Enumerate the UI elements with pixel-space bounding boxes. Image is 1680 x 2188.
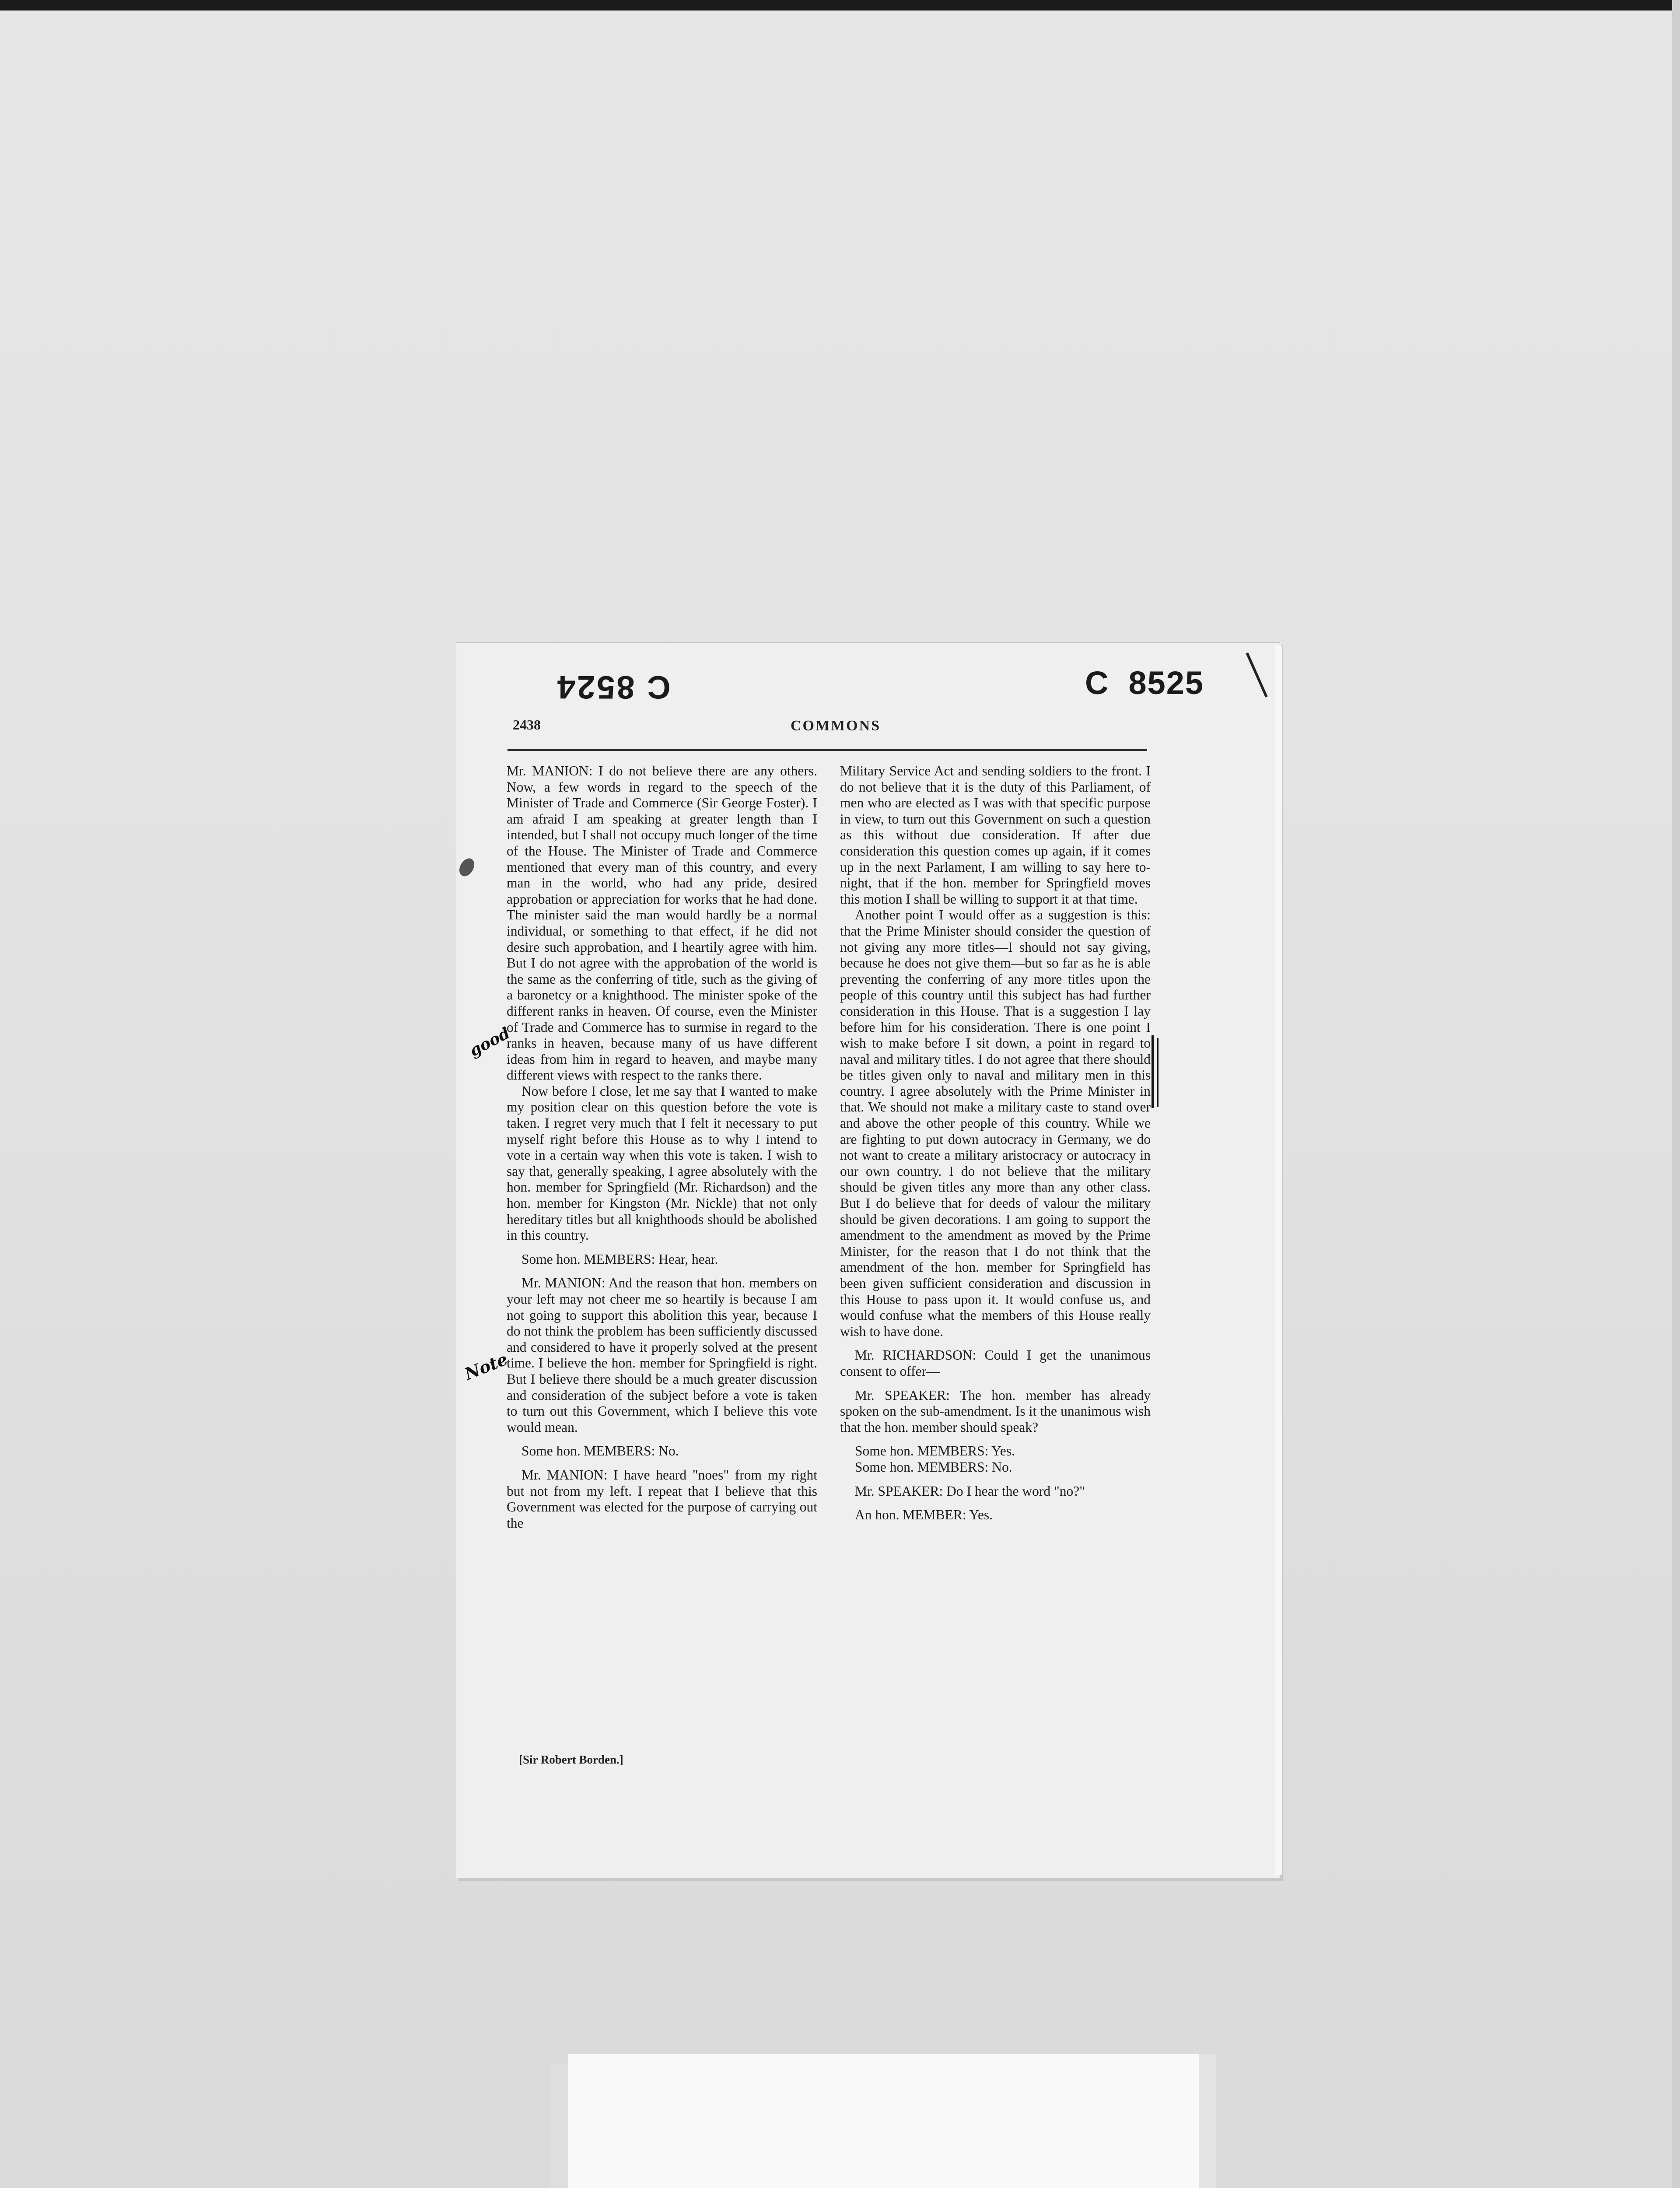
paragraph: Mr. SPEAKER: The hon. member has already spoken on the sub-amendment. Is it the unanimous wish that the hon. member should speak?	[840, 1387, 1151, 1435]
handwritten-margin-note: good	[466, 1024, 513, 1060]
page-number: 2438	[513, 717, 541, 733]
handwritten-margin-note: Note	[462, 1349, 511, 1384]
stamp-page-number: 8525	[1128, 665, 1204, 701]
stamp-series: C	[1085, 665, 1110, 701]
stamp-number-inverted: C 8524	[556, 669, 671, 705]
paragraph: Now before I close, let me say that I wanted to make my position clear on this question before the vote is taken. I regret very much that I felt it necessary to put myself right before this House as to why I intend to vote in a certain way when this vote is taken. I wish to say that, generally speaking, I agree absolutely with the hon. member for Springfield (Mr. Richardson) and the hon. member for Kingston (Mr. Nickle) that not only hereditary titles but all knighthoods should be abolished in this country.	[507, 1083, 817, 1243]
paragraph: Some hon. MEMBERS: Yes.	[855, 1443, 1015, 1459]
header-rule	[508, 749, 1147, 751]
paragraph: Another point I would offer as a suggestion is this: that the Prime Minister should consider the question of not giving any more titles—I should not say giving, because he does not give them—but so far as he is able preventing the conferring of any more titles upon the people of this country until this subject has had further consideration in this House. That is a suggestion I lay before him for his consideration. There is one point I wish to make before I sit down, a point in regard to naval and military titles. I do not agree that there should be titles given only to naval and military men in this country. I agree absolutely with the Prime Minister in that. We should not make a military caste to stand over and above the other people of this country. While we are fighting to put down autocracy in Germany, we do not want to create a military aristocracy or autocracy in our own country. I do not believe that the military should be given titles any more than any other class. But I do believe that for deeds of valour the military should be given decorations. I am going to support the amendment to the amendment as moved by the Prime Minister, for the reason that I do not think that the amendment of the hon. member for Springfield has been given sufficient consideration and discussion in this House to pass upon it. It would confuse us, and would confuse what the members of this House really wish to have done.	[840, 907, 1151, 1339]
paragraph: Mr. RICHARDSON: Could I get the unanimous consent to offer—	[840, 1347, 1151, 1379]
paragraph: Some hon. MEMBERS: No.	[855, 1459, 1012, 1475]
film-frame-top	[0, 0, 1680, 11]
paragraph: Mr. MANION: I do not believe there are any others. Now, a few words in regard to the speech of the Minister of Trade and Commerce (Sir George Foster). I am afraid I am speaking at greater length than I intended, but I shall not occupy much longer of the time of the House. The Minister of Trade and Commerce mentioned that every man of this country, and every man in the world, who had any pride, desired approbation or appreciation for works that he had done. The minister said the man would hardly be a normal individual, or something to that effect, if he did not desire such approbation, and I heartily agree with him. But I do not agree with the approbation of the world is the same as the conferring of title, such as the giving of a baronetcy or a knighthood. The minister spoke of the different ranks in heaven. Of course, even the Minister of Trade and Commerce has to surmise in regard to the ranks in heaven, because many of us have different ideas from him in regard to heaven, and maybe many different views with respect to the ranks there.	[507, 763, 817, 1083]
speaker-footnote: [Sir Robert Borden.]	[519, 1753, 623, 1766]
paragraph: Mr. SPEAKER: Do I hear the word "no?"	[855, 1483, 1085, 1499]
page-edge	[1275, 645, 1282, 1875]
paragraph: Mr. MANION: I have heard "noes" from my right but not from my left. I repeat that I believe that this Government was elected for the purpose of carrying out the	[507, 1467, 817, 1531]
stamp-number	[1085, 664, 1204, 701]
paragraph: Some hon. MEMBERS: No.	[522, 1443, 679, 1459]
margin-marker-line	[1157, 1038, 1158, 1107]
margin-marker-line	[1152, 1035, 1154, 1108]
paragraph: Some hon. MEMBERS: Hear, hear.	[522, 1251, 718, 1267]
left-column	[507, 763, 817, 1531]
running-head: COMMONS	[790, 718, 881, 734]
film-frame-right	[1672, 0, 1680, 2188]
paragraph: Military Service Act and sending soldiers to the front. I do not believe that it is the duty of this Parliament, of men who are elected as I was with that specific purpose in view, to turn out this Government on such a question as this without due consideration. If after due consideration this question comes up again, if it comes up in the next Parlament, I am willing to say here to-night, that if the hon. member for Springfield moves this motion I shall be willing to support it at that time.	[840, 763, 1151, 907]
collection-label-card	[568, 2054, 1199, 2188]
paragraph: An hon. MEMBER: Yes.	[855, 1507, 993, 1523]
right-column	[840, 763, 1151, 1523]
paragraph: Mr. MANION: And the reason that hon. members on your left may not cheer me so heartily is because I am not going to support this abolition this year, because I do not think the problem has been sufficiently discussed and considered to have it properly solved at the present time. I believe the hon. member for Springfield is right. But I believe there should be a much greater discussion and consideration of the subject before a vote is taken to turn out this Government, which I believe this vote would mean.	[507, 1275, 817, 1435]
